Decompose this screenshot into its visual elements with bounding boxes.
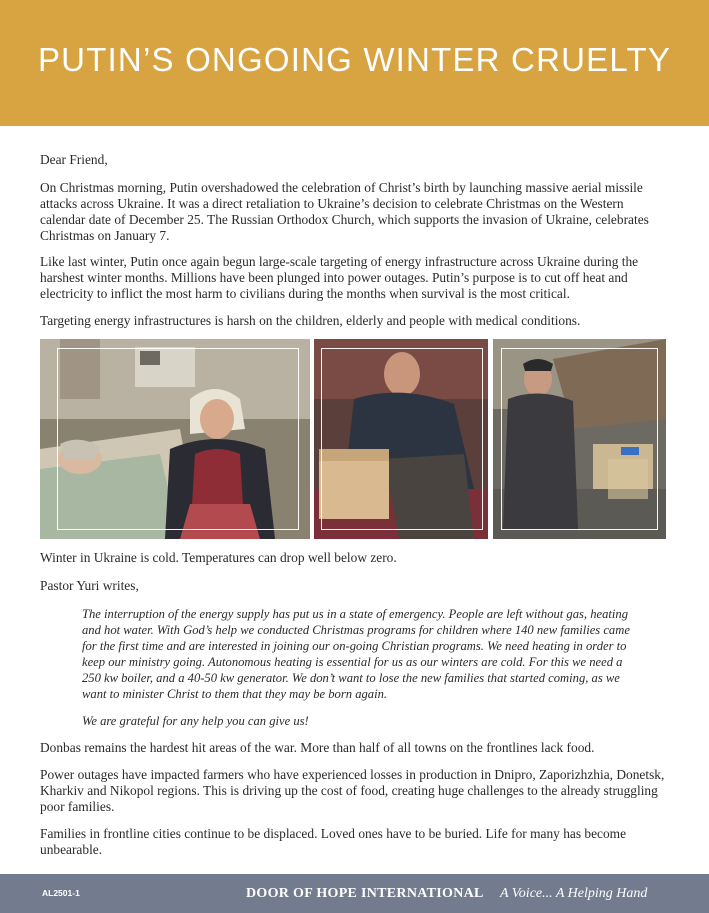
tagline: A Voice... A Helping Hand xyxy=(500,886,648,901)
paragraph-donbas: Donbas remains the hardest hit areas of the war. More than half of all towns on the frontlines lack food. xyxy=(40,740,595,755)
photo-frame xyxy=(321,348,483,530)
document-code: AL2501-1 xyxy=(42,888,80,898)
paragraph-displaced-families: Families in frontline cities continue to be displaced. Loved ones have to be buried. Life for many has become unbearable. xyxy=(40,826,627,857)
pastor-intro: Pastor Yuri writes, xyxy=(40,578,139,593)
photo-frame xyxy=(57,348,299,530)
organization-name: DOOR OF HOPE INTERNATIONAL xyxy=(246,886,484,901)
page-title: PUTIN’S ONGOING WINTER CRUELTY xyxy=(37,41,672,78)
pastor-quote: The interruption of the energy supply has put us in a state of emergency. People are left without gas, heating and hot water. With God’s help we conducted Christmas programs for children where 140 new families came for the first time and are interested in joining our on-going Christian programs. We need heating in order to keep our ministry going. Autonomous heating is essential for us as our winters are cold. For this we need a 250 kw boiler, and a 40-50 kw generator. We don’t want to lose the new families that started coming, as we want to minister Christ to them that they may be born again. xyxy=(82,607,630,701)
header-banner xyxy=(0,0,709,126)
photo-frame xyxy=(501,348,658,530)
pastor-quote-thanks: We are grateful for any help you can give us! xyxy=(82,714,309,728)
paragraph-energy-targeting: Like last winter, Putin once again begun large-scale targeting of energy infrastructure across Ukraine during the harshest winter months. Millions have been plunged into power outages. Putin’s purpose is to cut off heat and electricity to inflict the most harm to civilians during the months when survival is the most critical. xyxy=(40,254,639,301)
footer-bar xyxy=(0,874,709,913)
paragraph-power-outages: Power outages have impacted farmers who have experienced losses in production in Dnipro, Zaporizhzhia, Donetsk, Kharkiv and Nikopol regions. This is driving up the cost of food, creating huge challenges to the already struggling poor families. xyxy=(40,767,665,814)
greeting: Dear Friend, xyxy=(40,152,108,167)
photo-caption: Winter in Ukraine is cold. Temperatures can drop well below zero. xyxy=(40,550,397,565)
paragraph-christmas-attack: On Christmas morning, Putin overshadowed the celebration of Christ’s birth by launching massive aerial missile attacks across Ukraine. It was a direct retaliation to Ukraine’s decision to celebrate Christmas on the Western calendar date of December 25. The Russian Orthodox Church, which supports the invasion of Ukraine, celebrates Christmas on January 7. xyxy=(40,180,649,243)
paragraph-harsh-conditions: Targeting energy infrastructures is harsh on the children, elderly and people with medical conditions. xyxy=(40,313,581,328)
